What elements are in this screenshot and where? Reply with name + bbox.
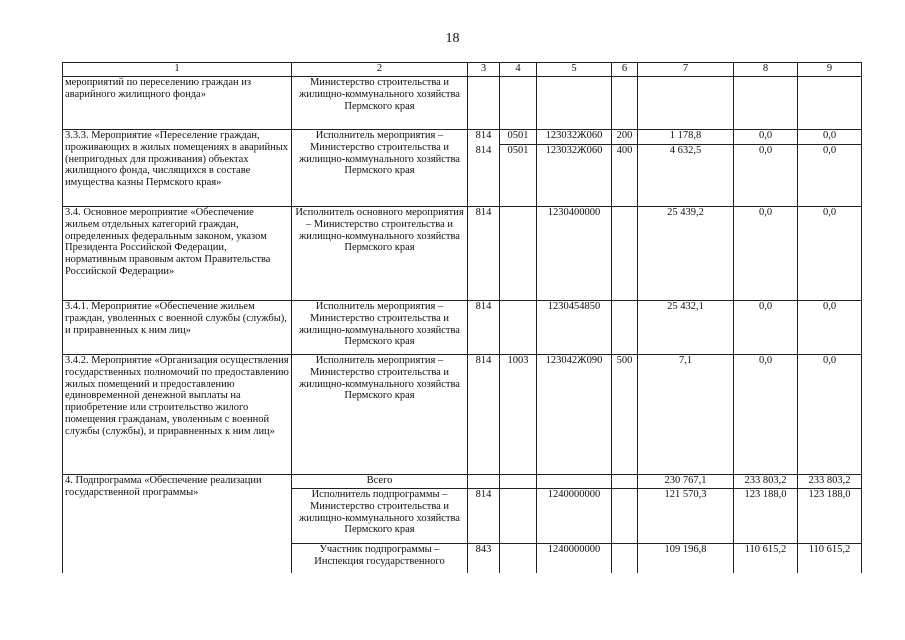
header-cell: 6: [612, 63, 638, 77]
expense-type-cell: [612, 301, 638, 355]
table-cell: [638, 77, 734, 130]
table-cell: [734, 77, 798, 130]
budget-table: [62, 62, 862, 573]
amount-cell: 233 803,2: [798, 475, 862, 489]
table-cell: [798, 77, 862, 130]
table-row: [63, 475, 862, 489]
target-code-cell: 1240000000: [537, 544, 612, 573]
activity-name-cell: мероприятий по переселению граждан из аварийного жилищного фонда»: [63, 77, 292, 130]
executor-cell: Исполнитель мероприятия – Министерство строительства и жилищно-коммунального хозяйства Пермского края: [292, 301, 468, 355]
amount-cell: 123 188,0: [798, 489, 862, 544]
table-cell: [612, 77, 638, 130]
header-cell: 1: [63, 63, 292, 77]
expense-type-cell: 400: [612, 145, 638, 207]
admin-code-cell: 814: [468, 489, 500, 544]
header-cell: 2: [292, 63, 468, 77]
target-code-cell: 123042Ж090: [537, 355, 612, 475]
admin-code-cell: 814: [468, 301, 500, 355]
amount-cell: 123 188,0: [734, 489, 798, 544]
target-code-cell: [537, 475, 612, 489]
executor-cell: Министерство строительства и жилищно-коммунального хозяйства Пермского края: [292, 77, 468, 130]
executor-cell: Исполнитель мероприятия – Министерство строительства и жилищно-коммунального хозяйства Пермского края: [292, 355, 468, 475]
header-row: [63, 63, 862, 77]
target-code-cell: 1230454850: [537, 301, 612, 355]
activity-name-cell: 3.4.2. Мероприятие «Организация осуществления государственных полномочий по предоставлению жилых помещений и предоставлению единовременной денежной выплаты на приобретение или строительство жилого помещения гражданам, уволенным с военной службы (службы), и приравненных к ним лиц»: [63, 355, 292, 475]
amount-cell: 233 803,2: [734, 475, 798, 489]
expense-type-cell: 500: [612, 355, 638, 475]
page-number: 18: [445, 31, 460, 46]
amount-cell: 0,0: [734, 145, 798, 207]
table-row: [63, 301, 862, 355]
amount-cell: 0,0: [798, 130, 862, 145]
amount-cell: 0,0: [734, 207, 798, 301]
admin-code-cell: 814: [468, 355, 500, 475]
header-cell: 7: [638, 63, 734, 77]
amount-cell: 25 439,2: [638, 207, 734, 301]
target-code-cell: 123032Ж060: [537, 145, 612, 207]
table-row: [63, 77, 862, 130]
activity-name-cell: 3.4. Основное мероприятие «Обеспечение жильем отдельных категорий граждан, определенных федеральным законом, указом Президента Российской Федерации, нормативным правовым актом Правительства Российской Федерации»: [63, 207, 292, 301]
amount-cell: 4 632,5: [638, 145, 734, 207]
amount-cell: 110 615,2: [734, 544, 798, 573]
activity-name-cell: 4. Подпрограмма «Обеспечение реализации государственной программы»: [63, 475, 292, 573]
amount-cell: 0,0: [798, 207, 862, 301]
table-row: [63, 355, 862, 475]
admin-code-cell: [468, 475, 500, 489]
admin-code-cell: 814: [468, 207, 500, 301]
table-cell: [500, 77, 537, 130]
expense-type-cell: [612, 489, 638, 544]
expense-type-cell: [612, 475, 638, 489]
expense-type-cell: [612, 544, 638, 573]
amount-cell: 109 196,8: [638, 544, 734, 573]
participant-cell: Участник подпрограммы – Инспекция государственного: [292, 544, 468, 573]
amount-cell: 0,0: [734, 355, 798, 475]
amount-cell: 0,0: [798, 145, 862, 207]
table-cell: [537, 77, 612, 130]
header-cell: 3: [468, 63, 500, 77]
amount-cell: 0,0: [798, 301, 862, 355]
header-cell: 4: [500, 63, 537, 77]
section-code-cell: 0501: [500, 130, 537, 145]
amount-cell: 1 178,8: [638, 130, 734, 145]
table-row: [63, 130, 862, 145]
table-row: [63, 207, 862, 301]
header-cell: 5: [537, 63, 612, 77]
section-code-cell: [500, 207, 537, 301]
table-cell: [468, 77, 500, 130]
amount-cell: 0,0: [734, 301, 798, 355]
executor-cell: Исполнитель основного мероприятия – Министерство строительства и жилищно-коммунального хозяйства Пермского края: [292, 207, 468, 301]
target-code-cell: 123032Ж060: [537, 130, 612, 145]
total-label-cell: Всего: [292, 475, 468, 489]
admin-code-cell: 814: [468, 145, 500, 207]
activity-name-cell: 3.4.1. Мероприятие «Обеспечение жильем граждан, уволенных с военной службы (службы), и приравненных к ним лиц»: [63, 301, 292, 355]
target-code-cell: 1240000000: [537, 489, 612, 544]
expense-type-cell: 200: [612, 130, 638, 145]
section-code-cell: 1003: [500, 355, 537, 475]
amount-cell: 121 570,3: [638, 489, 734, 544]
amount-cell: 0,0: [798, 355, 862, 475]
header-cell: 8: [734, 63, 798, 77]
admin-code-cell: 843: [468, 544, 500, 573]
amount-cell: 230 767,1: [638, 475, 734, 489]
section-code-cell: [500, 544, 537, 573]
target-code-cell: 1230400000: [537, 207, 612, 301]
section-code-cell: [500, 301, 537, 355]
amount-cell: 110 615,2: [798, 544, 862, 573]
section-code-cell: 0501: [500, 145, 537, 207]
executor-cell: Исполнитель мероприятия – Министерство строительства и жилищно-коммунального хозяйства Пермского края: [292, 130, 468, 207]
executor-cell: Исполнитель подпрограммы – Министерство строительства и жилищно-коммунального хозяйства Пермского края: [292, 489, 468, 544]
amount-cell: 7,1: [638, 355, 734, 475]
section-code-cell: [500, 475, 537, 489]
activity-name-cell: 3.3.3. Мероприятие «Переселение граждан, проживающих в жилых помещениях в аварийных (непригодных для проживания) объектах жилищного фонда, числящихся в составе имущества казны Пермского края»: [63, 130, 292, 207]
amount-cell: 0,0: [734, 130, 798, 145]
admin-code-cell: 814: [468, 130, 500, 145]
expense-type-cell: [612, 207, 638, 301]
amount-cell: 25 432,1: [638, 301, 734, 355]
section-code-cell: [500, 489, 537, 544]
header-cell: 9: [798, 63, 862, 77]
